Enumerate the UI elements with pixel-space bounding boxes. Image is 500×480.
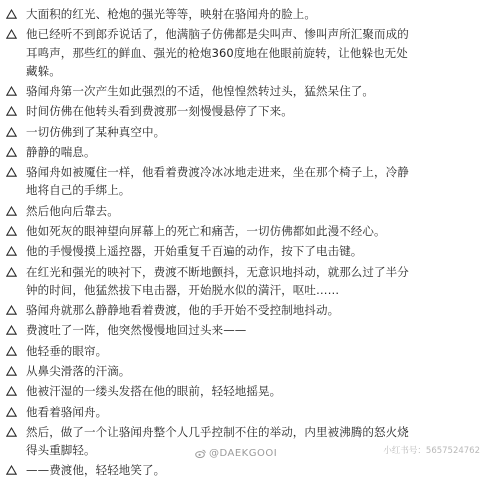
watermark-text: @DAEKGOOI [209,448,278,459]
weibo-icon [195,449,206,458]
triangle-outline-icon [6,382,26,400]
triangle-outline-icon [6,263,26,281]
list-item [6,403,476,421]
list-item-text: 时间仿佛在他转头看到费渡那一刻慢慢悬停了下来。 [26,104,293,119]
triangle-outline-icon [6,301,26,319]
xiaohongshu-id: 小红书号：5657524762 [383,446,480,456]
list-item [6,342,476,360]
triangle-outline-icon [6,123,26,141]
list-item [6,163,476,199]
triangle-outline-icon [6,403,26,421]
list-item [6,242,476,260]
list-item-text: 他已经听不到郎乔说话了，他满脑子仿佛都是尖叫声、惨叫声所汇聚而成的 耳鸣声，那些红的鲜血、强光的枪炮360度地在他眼前旋转，让他躲也无处 藏躲。 [26,27,409,78]
list-item-text: 然后他向后靠去。 [26,203,119,218]
list-item [6,143,476,161]
list-item-text: 静静的喘息。 [26,144,96,159]
list-item [6,461,476,479]
triangle-outline-icon [6,362,26,380]
triangle-outline-icon [6,461,26,479]
list-item-text: 他的手慢慢摸上遥控器，开始重复千百遍的动作，按下了电击键。 [26,244,363,259]
list-item-text: 一切仿佛到了某种真空中。 [26,124,166,139]
list-item [6,263,476,299]
list-item-text: 大面积的红光、枪炮的强光等等，映射在骆闻舟的脸上。 [26,7,316,21]
triangle-outline-icon [6,163,26,181]
triangle-outline-icon [6,143,26,161]
list-item-text: 骆闻舟如被魇住一样，他看着费渡冷冰冰地走进来，坐在那个椅子上，冷静 地将自己的手绑上。 [26,165,409,198]
list-item [6,382,476,400]
list-item [6,25,476,80]
triangle-outline-icon [6,242,26,260]
list-item-text: 在红光和强光的映衬下，费渡不断地颤抖，无意识地抖动，就那么过了半分 钟的时间，他猛然拔下电击器，开始脱水似的満汗，呕吐…… [26,264,409,297]
triangle-outline-icon [6,321,26,339]
list-item [6,82,476,100]
list-item-text: ——费渡他，轻轻地笑了。 [26,463,166,478]
list-item [6,301,476,319]
list-item-text: 从鼻尖滑落的汗滴。 [26,363,131,378]
triangle-outline-icon [6,202,26,220]
list-item [6,123,476,141]
triangle-outline-icon [6,82,26,100]
list-item-text: 费渡吐了一阵，他突然慢慢地回过头来—— [26,323,247,338]
list-item-text: 骆闻舟第一次产生如此强烈的不适，他惶惶然转过头，猛然呆住了。 [26,84,374,98]
list-item [6,202,476,220]
list-item-text: 他看着骆闻舟。 [26,404,108,419]
list-item-text: 他被汗湿的一缕头发搭在他的眼前，轻轻地摇晃。 [26,384,282,399]
triangle-outline-icon [6,342,26,360]
list-item-text: 然后，做了一个让骆闻舟整个人几乎控制不住的举动，内里被沸腾的怒火烧 得头重脚轻。 [26,424,409,458]
list-item [6,362,476,380]
triangle-outline-icon [6,222,26,240]
triangle-outline-icon [6,5,26,23]
list-item [6,222,476,240]
list-item [6,5,476,23]
triangle-outline-icon [6,25,26,43]
list-item [6,321,476,339]
list-item-text: 骆闻舟就那么静静地看着费渡，他的手开始不受控制地抖动。 [26,303,340,318]
xiaohongshu-watermark [383,445,480,457]
triangle-outline-icon [6,102,26,120]
list-item-text: 他如死灰的眼神望向屏幕上的死亡和痛苦，一切仿佛都如此漫不经心。 [26,223,386,238]
weibo-watermark [195,448,277,459]
triangle-outline-icon [6,423,26,441]
list-item [6,102,476,120]
list-item-text: 他轻垂的眼帘。 [26,343,108,358]
